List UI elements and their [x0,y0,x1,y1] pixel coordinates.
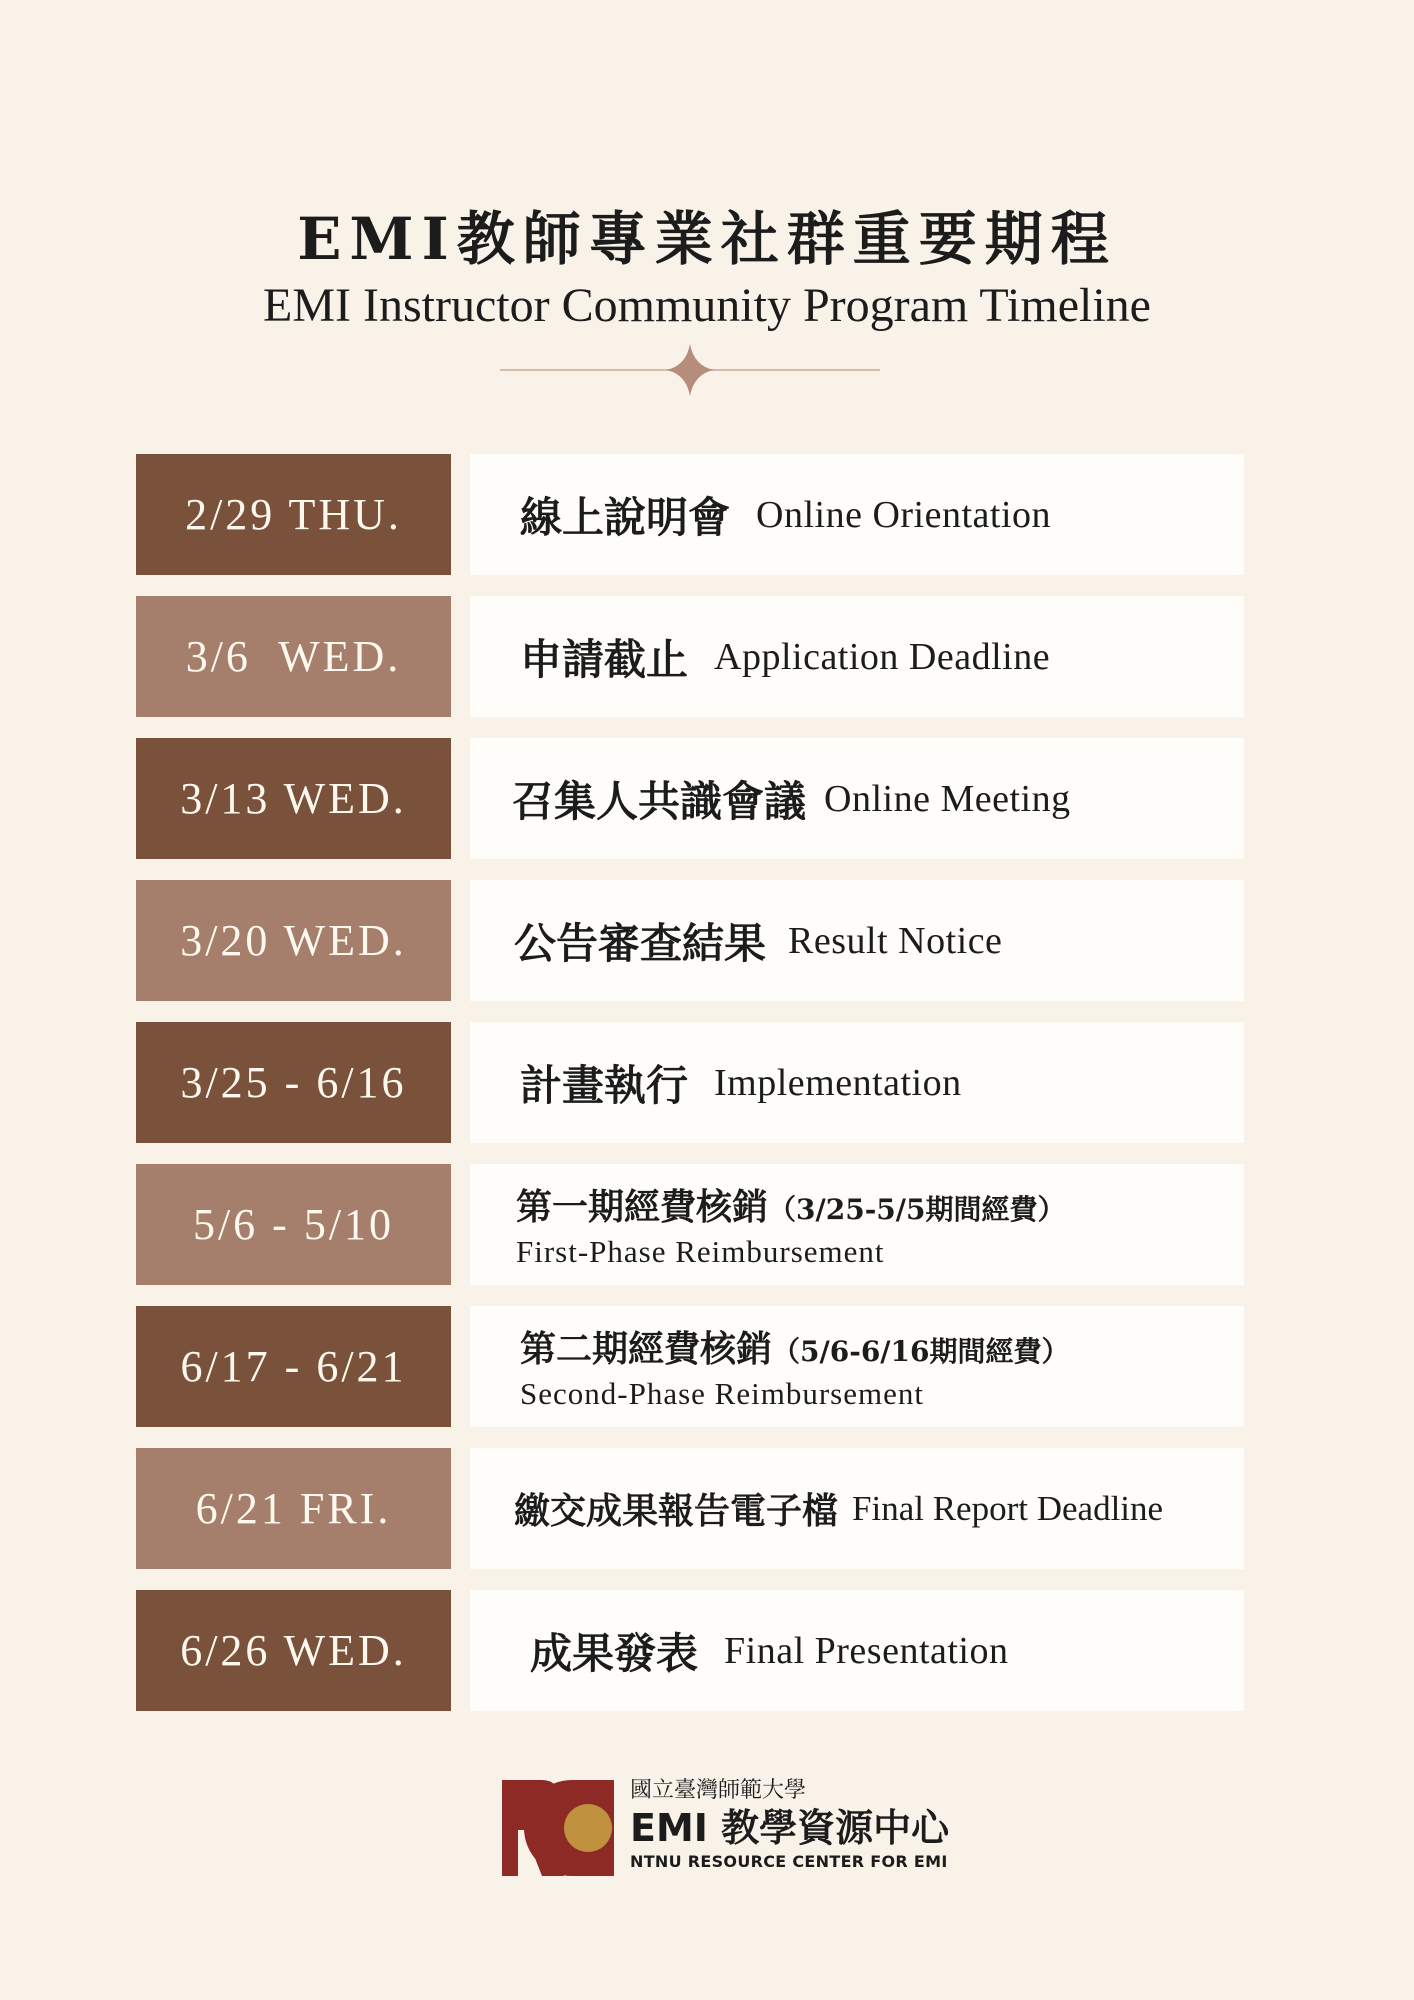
sparkle-divider-icon [500,340,880,400]
timeline-date: 6/21 FRI. [136,1448,451,1569]
event-title-zh: 線上說明會 [520,492,731,542]
timeline-date: 3/25 - 6/16 [136,1022,451,1143]
org-logo-text [630,1778,949,1872]
event-title-zh: 第一期經費核銷 [516,1186,769,1228]
timeline-row [136,1164,1244,1285]
event-title-en: Online Meeting [824,777,1071,820]
event-note: （5/6-6/16期間經費） [772,1335,1070,1368]
timeline-row [136,1306,1244,1427]
timeline-description [470,454,1244,575]
event-title-en: Final Presentation [724,1629,1009,1672]
event-title-zh: 成果發表 [530,1628,699,1678]
timeline-date: 6/17 - 6/21 [136,1306,451,1427]
timeline-row [136,880,1244,1001]
timeline-date: 3/13 WED. [136,738,451,859]
event-title-zh: 申請截止 [520,634,689,684]
timeline-description [470,880,1244,1001]
org-name-zh: 國立臺灣師範大學 [630,1778,807,1803]
timeline-date: 6/26 WED. [136,1590,451,1711]
timeline-description [470,1306,1244,1427]
event-title-en: Result Notice [788,919,1003,962]
page-title-en: EMI Instructor Community Program Timeline [263,279,1151,332]
timeline-date: 3/20 WED. [136,880,451,1001]
event-title-zh: 計畫執行 [520,1060,689,1110]
event-title-en: Second-Phase Reimbursement [520,1376,924,1411]
timeline-row [136,1448,1244,1569]
page-title-zh: EMI教師專業社群重要期程 [297,205,1117,273]
timeline-row [136,454,1244,575]
timeline-date: 2/29 THU. [136,454,451,575]
event-title-en: First-Phase Reimbursement [516,1234,885,1269]
timeline-description [470,1164,1244,1285]
timeline-description [470,1590,1244,1711]
timeline-row [136,596,1244,717]
rc-logo-icon [502,1780,614,1876]
timeline-row [136,1022,1244,1143]
org-center-name: EMI 教學資源中心 [630,1806,950,1850]
timeline-description [470,596,1244,717]
timeline-description [470,1448,1244,1569]
event-title-zh: 召集人共識會議 [512,776,807,826]
event-title-en: Final Report Deadline [852,1488,1164,1528]
timeline-date: 3/6 WED. [136,596,451,717]
event-title-zh: 繳交成果報告電子檔 [514,1490,839,1532]
event-title-en: Implementation [714,1061,962,1104]
event-title-zh: 公告審查結果 [514,918,767,968]
timeline-date: 5/6 - 5/10 [136,1164,451,1285]
timeline-description [470,1022,1244,1143]
event-title-zh: 第二期經費核銷 [520,1328,773,1370]
event-title-en: Online Orientation [756,493,1051,536]
timeline-description [470,738,1244,859]
event-note: （3/25-5/5期間經費） [768,1193,1066,1226]
org-name-en: NTNU RESOURCE CENTER FOR EMI [630,1852,948,1871]
event-title-en: Application Deadline [714,635,1051,678]
timeline-row [136,738,1244,859]
timeline-row [136,1590,1244,1711]
